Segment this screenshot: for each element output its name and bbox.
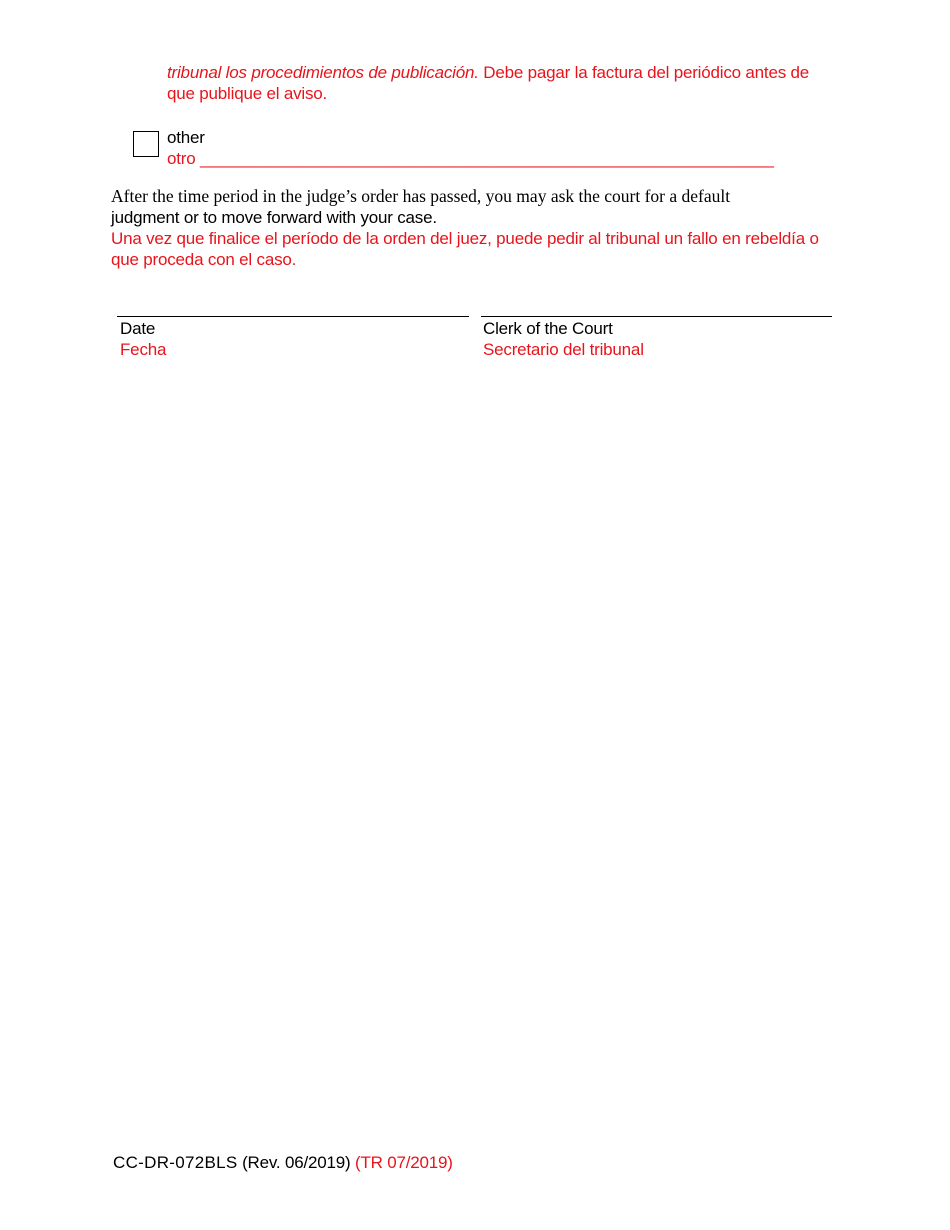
default-judgment-en-line1: After the time period in the judge’s order has passed, you may ask the court for a default: [111, 186, 731, 206]
date-label-es: Fecha: [120, 340, 167, 359]
publication-notice-line1: [167, 62, 809, 83]
form-revision: (Rev. 06/2019): [242, 1153, 351, 1172]
publication-notice-italic: tribunal los procedimientos de publicación.: [167, 63, 479, 82]
default-judgment-es-line2: que proceda con el caso.: [111, 250, 297, 269]
date-signature-line[interactable]: [117, 316, 469, 317]
publication-notice-rest: Debe pagar la factura del periódico antes de: [478, 63, 810, 82]
default-judgment-paragraph: [111, 186, 851, 270]
form-number: CC-DR-072BLS: [113, 1153, 238, 1172]
form-footer: [113, 1152, 453, 1173]
clerk-signature-line[interactable]: [481, 316, 832, 317]
form-translation-revision: (TR 07/2019): [354, 1153, 453, 1172]
publication-notice-line2: que publique el aviso.: [167, 84, 328, 103]
clerk-block: [483, 318, 644, 360]
other-blank-field[interactable]: ______________________________________________________________: [200, 149, 774, 168]
other-checkbox[interactable]: [133, 131, 159, 157]
other-option: [167, 127, 774, 169]
other-label-es: otro: [167, 149, 196, 168]
other-label: other: [167, 128, 205, 147]
date-label: Date: [120, 319, 156, 338]
other-label-es-row: [167, 148, 774, 169]
default-judgment-es-line1: Una vez que finalice el período de la orden del juez, puede pedir al tribunal un fallo en rebeldía o: [111, 229, 819, 248]
publication-notice: [167, 62, 809, 104]
date-block: [120, 318, 166, 360]
default-judgment-en-line2: judgment or to move forward with your case.: [111, 208, 437, 227]
clerk-label-es: Secretario del tribunal: [483, 340, 644, 359]
clerk-label: Clerk of the Court: [483, 319, 613, 338]
